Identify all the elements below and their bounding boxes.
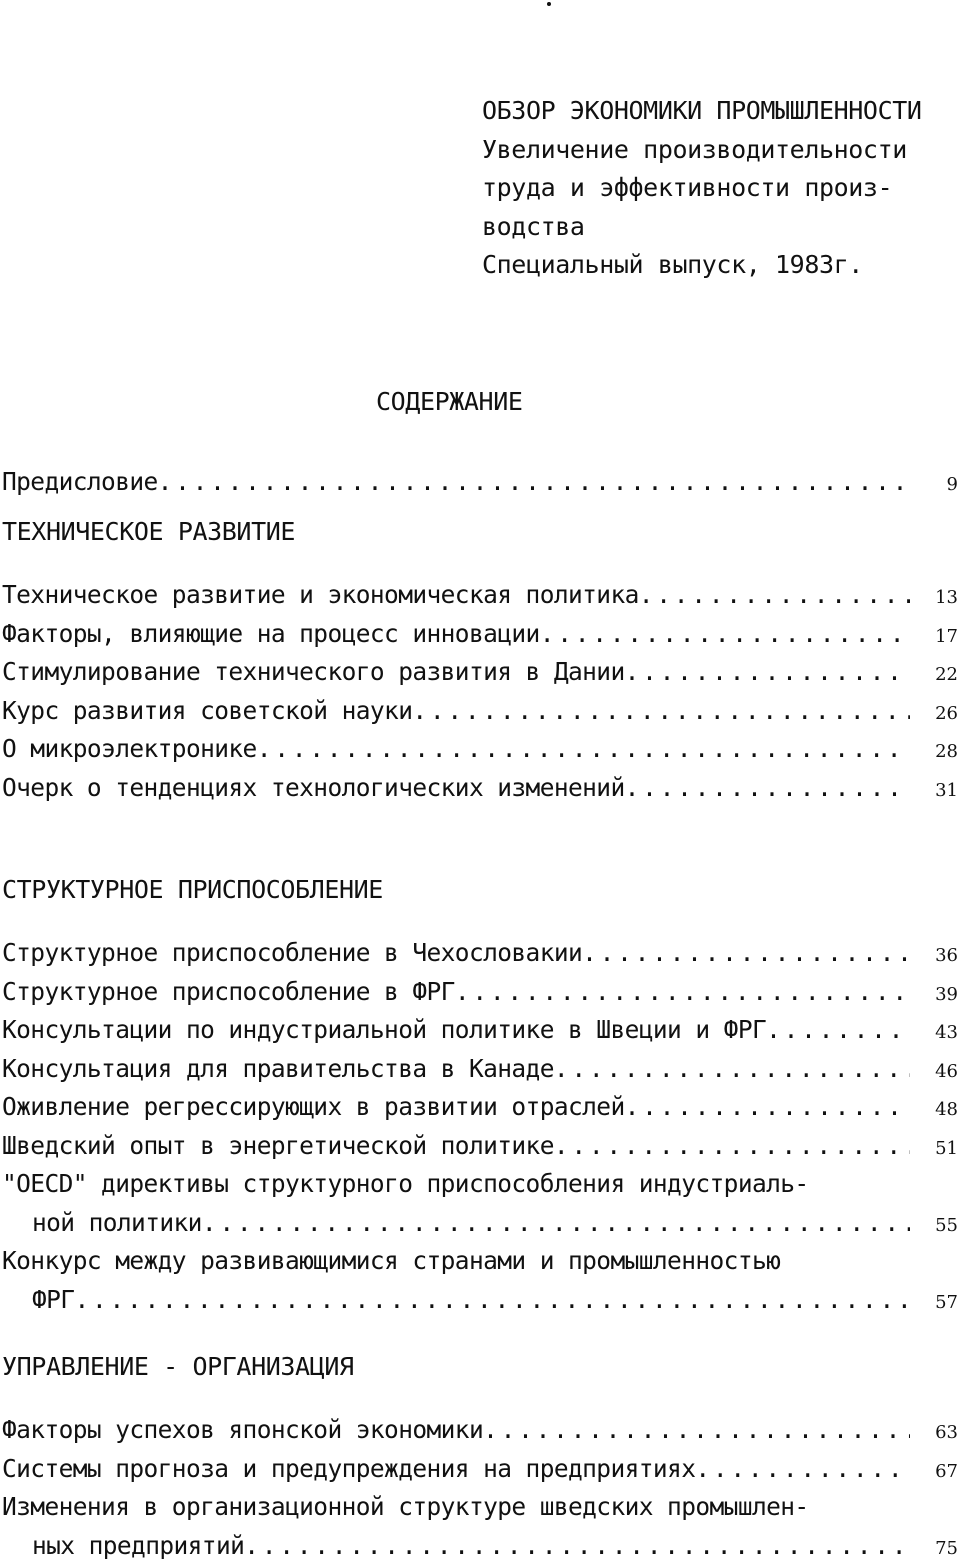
- toc-page-number: 43: [918, 1014, 958, 1053]
- dot-leader: [158, 463, 910, 502]
- toc-entry-text: Курс развития советской науки: [2, 692, 412, 731]
- toc-entry-text: "OECD" директивы структурного приспособления индустриаль-: [2, 1165, 958, 1204]
- toc-entry: [2, 653, 958, 692]
- toc-entry-text-continued: ных предприятий: [32, 1527, 244, 1566]
- toc-entry-text: Структурное приспособление в Чехословакии: [2, 934, 582, 973]
- toc-page-number: 57: [918, 1284, 958, 1323]
- dot-leader: [554, 1127, 910, 1166]
- toc-entry: [2, 692, 958, 731]
- toc-entry-text: Оживление регрессирующих в развитии отраслей: [2, 1088, 625, 1127]
- toc-entry-text-continued: ной политики: [32, 1204, 202, 1243]
- toc-entry: [2, 1411, 958, 1450]
- toc-entry-text: Конкурс между развивающимися странами и промышленностью: [2, 1242, 958, 1281]
- toc-entry: [2, 973, 958, 1012]
- dot-leader: [625, 769, 910, 808]
- toc-entry-text: Консультации по индустриальной политике в Швеции и ФРГ: [2, 1011, 766, 1050]
- toc-entry: [2, 1088, 958, 1127]
- dot-leader: [412, 692, 910, 731]
- dot-leader: [483, 1411, 910, 1450]
- dot-leader: [625, 1088, 910, 1127]
- dot-leader: [766, 1011, 910, 1050]
- dot-leader: [639, 576, 910, 615]
- toc-entry: [2, 1050, 958, 1089]
- section-structural-entries: [2, 934, 958, 1319]
- scan-speck: [547, 2, 551, 6]
- toc-page-number: 51: [918, 1130, 958, 1169]
- toc-entry-text: Структурное приспособление в ФРГ: [2, 973, 455, 1012]
- dot-leader: [554, 1050, 910, 1089]
- header-issue-line: Специальный выпуск, 1983г.: [482, 246, 922, 285]
- toc-entry: [2, 730, 958, 769]
- toc-entry-text: Техническое развитие и экономическая политика: [2, 576, 639, 615]
- toc-entry: [2, 615, 958, 654]
- document-header: [482, 92, 922, 285]
- toc-entry-preface: [2, 463, 958, 502]
- toc-page-number: 9: [918, 466, 958, 505]
- preface-block: [2, 463, 958, 502]
- toc-page-number: 36: [918, 937, 958, 976]
- dot-leader: [582, 934, 910, 973]
- section-technical-entries: [2, 576, 958, 807]
- toc-entry-text: Очерк о тенденциях технологических изменений: [2, 769, 625, 808]
- toc-entry-text: Предисловие: [2, 463, 158, 502]
- dot-leader: [74, 1281, 910, 1320]
- dot-leader: [244, 1527, 910, 1566]
- header-subtitle-line: водства: [482, 208, 922, 247]
- toc-entry-text-continued: ФРГ: [32, 1281, 74, 1320]
- toc-entry-text: Консультация для правительства в Канаде: [2, 1050, 554, 1089]
- toc-page-number: 31: [918, 772, 958, 811]
- toc-page-number: 48: [918, 1091, 958, 1130]
- toc-entry-text: Факторы, влияющие на процесс инновации: [2, 615, 540, 654]
- toc-page-number: 17: [918, 618, 958, 657]
- toc-entry-text: О микроэлектронике: [2, 730, 257, 769]
- toc-page-number: 26: [918, 695, 958, 734]
- toc-entry: [2, 576, 958, 615]
- header-subtitle-line: Увеличение производительности: [482, 131, 922, 170]
- toc-entry-text: Изменения в организационной структуре шведских промышлен-: [2, 1488, 958, 1527]
- toc-entry-text: Стимулирование технического развития в Дании: [2, 653, 625, 692]
- toc-page-number: 39: [918, 976, 958, 1015]
- toc-page-number: 63: [918, 1414, 958, 1453]
- toc-page-number: 46: [918, 1053, 958, 1092]
- section-title-technical: ТЕХНИЧЕСКОЕ РАЗВИТИЕ: [2, 514, 295, 550]
- section-management-entries: [2, 1411, 958, 1565]
- toc-entry-multiline: [2, 1165, 958, 1242]
- dot-leader: [625, 653, 910, 692]
- dot-leader: [540, 615, 910, 654]
- toc-page-number: 75: [918, 1530, 958, 1568]
- toc-entry-text: Шведский опыт в энергетической политике: [2, 1127, 554, 1166]
- header-title: ОБЗОР ЭКОНОМИКИ ПРОМЫШЛЕННОСТИ: [482, 92, 922, 131]
- section-title-structural: СТРУКТУРНОЕ ПРИСПОСОБЛЕНИЕ: [2, 872, 383, 908]
- toc-entry-multiline: [2, 1242, 958, 1319]
- dot-leader: [455, 973, 910, 1012]
- toc-entry-text: Системы прогноза и предупреждения на предприятиях: [2, 1450, 695, 1489]
- toc-entry-text: Факторы успехов японской экономики: [2, 1411, 483, 1450]
- dot-leader: [257, 730, 910, 769]
- toc-page-number: 55: [918, 1207, 958, 1246]
- toc-entry: [2, 1450, 958, 1489]
- section-title-management: УПРАВЛЕНИЕ - ОРГАНИЗАЦИЯ: [2, 1349, 354, 1385]
- toc-entry: [2, 1011, 958, 1050]
- toc-page-number: 22: [918, 656, 958, 695]
- dot-leader: [695, 1450, 910, 1489]
- toc-page-number: 28: [918, 733, 958, 772]
- header-subtitle-line: труда и эффективности произ-: [482, 169, 922, 208]
- toc-entry-multiline: [2, 1488, 958, 1565]
- toc-entry: [2, 1127, 958, 1166]
- dot-leader: [202, 1204, 910, 1243]
- contents-title: СОДЕРЖАНИЕ: [376, 384, 523, 420]
- toc-page-number: 67: [918, 1453, 958, 1492]
- toc-entry: [2, 934, 958, 973]
- toc-entry: [2, 769, 958, 808]
- toc-page-number: 13: [918, 579, 958, 618]
